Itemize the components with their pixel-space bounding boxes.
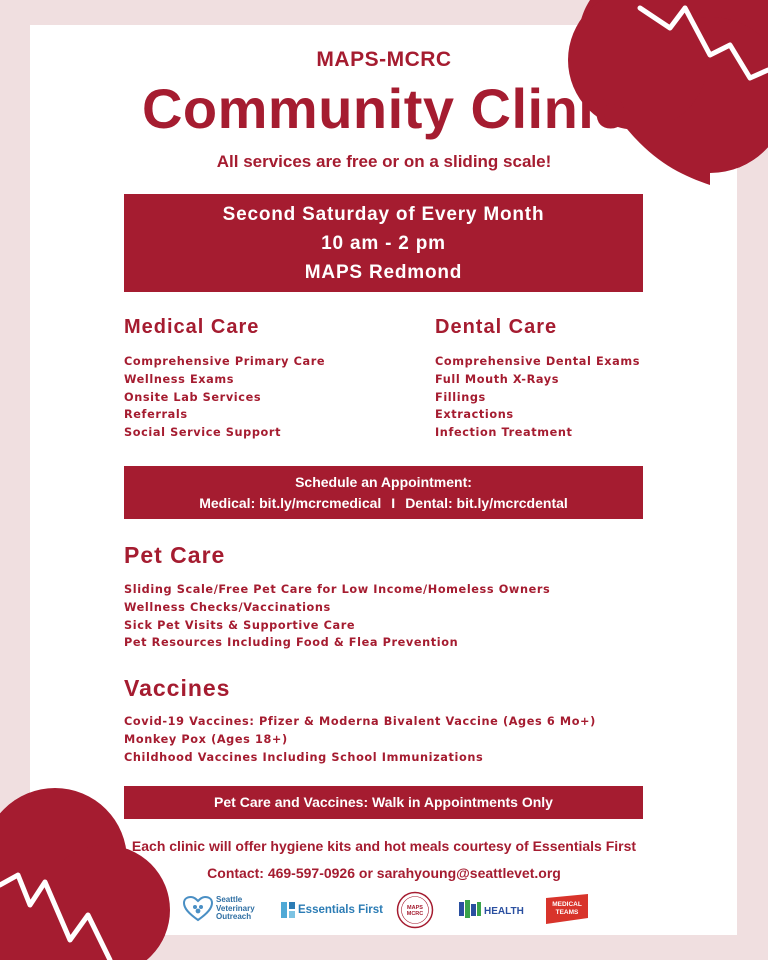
- dental-care-list: [435, 353, 640, 442]
- list-item: Onsite Lab Services: [124, 390, 262, 404]
- appointment-heading: Schedule an Appointment:: [295, 474, 472, 490]
- list-item: Full Mouth X-Rays: [435, 372, 560, 386]
- vaccines-list: [124, 713, 596, 766]
- subtitle: All services are free or on a sliding scale!: [216, 152, 552, 171]
- list-item: Childhood Vaccines Including School Immunizations: [124, 750, 484, 764]
- svg-text:MAPS: MAPS: [407, 905, 423, 911]
- list-item: Comprehensive Primary Care: [124, 355, 326, 368]
- maps-seal-icon: [396, 891, 434, 929]
- medical-teams-logo: [546, 894, 588, 924]
- list-item: Infection Treatment: [435, 426, 573, 440]
- list-item: Fillings: [435, 390, 486, 404]
- schedule-time: 10 am - 2 pm: [321, 233, 446, 254]
- svg-text:TEAMS: TEAMS: [555, 909, 579, 916]
- medical-appointment-link[interactable]: Medical: bit.ly/mcrcmedical: [199, 495, 382, 511]
- contact-info: Contact: 469-597-0926 or sarahyoung@seattlevet.org: [207, 865, 561, 881]
- seattle-veterinary-outreach-logo: Seattle Veterinary Outreach: [183, 896, 255, 922]
- list-item: Social Service Support: [124, 426, 282, 440]
- list-item: Monkey Pox (Ages 18+): [124, 732, 288, 746]
- list-item: Comprehensive Dental Exams: [435, 355, 641, 368]
- medical-care-heading: Medical Care: [124, 316, 260, 338]
- list-item: Pet Resources Including Food & Flea Prevention: [124, 636, 459, 650]
- svg-text:MCRC: MCRC: [406, 911, 424, 917]
- medical-teams-icon: [546, 894, 588, 924]
- list-item: Covid-19 Vaccines: Pfizer & Moderna Bivalent Vaccine (Ages 6 Mo+): [124, 715, 596, 728]
- health-icon: [459, 900, 481, 918]
- list-item: Referrals: [124, 408, 188, 422]
- list-item: Wellness Exams: [124, 372, 235, 386]
- health-logo: HEALTH: [459, 900, 524, 918]
- essentials-icon: [281, 902, 295, 918]
- sponsor-logos: [180, 890, 590, 934]
- dental-care-heading: Dental Care: [435, 316, 558, 338]
- pet-care-list: [124, 581, 550, 652]
- medical-care-list: [124, 353, 325, 442]
- list-item: Extractions: [435, 408, 514, 422]
- page-title: Community Clinic: [141, 77, 627, 140]
- schedule-day: Second Saturday of Every Month: [222, 204, 545, 225]
- list-item: Sliding Scale/Free Pet Care for Low Income/Homeless Owners: [124, 583, 551, 596]
- svg-text:MEDICAL: MEDICAL: [552, 901, 582, 908]
- schedule-location: MAPS Redmond: [304, 262, 463, 283]
- walk-in-banner: Pet Care and Vaccines: Walk in Appointments Only: [124, 786, 643, 819]
- essentials-first-logo: Essentials First: [281, 902, 383, 918]
- list-item: Wellness Checks/Vaccinations: [124, 600, 331, 614]
- schedule-banner: [124, 194, 643, 292]
- link-separator: I: [391, 495, 396, 511]
- pet-care-heading: Pet Care: [124, 542, 226, 568]
- vaccines-heading: Vaccines: [124, 675, 231, 701]
- appointment-banner: [124, 466, 643, 519]
- maps-mcrc-logo: [396, 891, 434, 929]
- dental-appointment-link[interactable]: Dental: bit.ly/mcrcdental: [405, 495, 568, 511]
- appointment-links: [124, 493, 643, 514]
- hygiene-note: Each clinic will offer hygiene kits and hot meals courtesy of Essentials First: [131, 838, 637, 854]
- list-item: Sick Pet Visits & Supportive Care: [124, 618, 356, 632]
- org-name: MAPS-MCRC: [316, 48, 452, 71]
- paw-heart-icon: [183, 896, 213, 922]
